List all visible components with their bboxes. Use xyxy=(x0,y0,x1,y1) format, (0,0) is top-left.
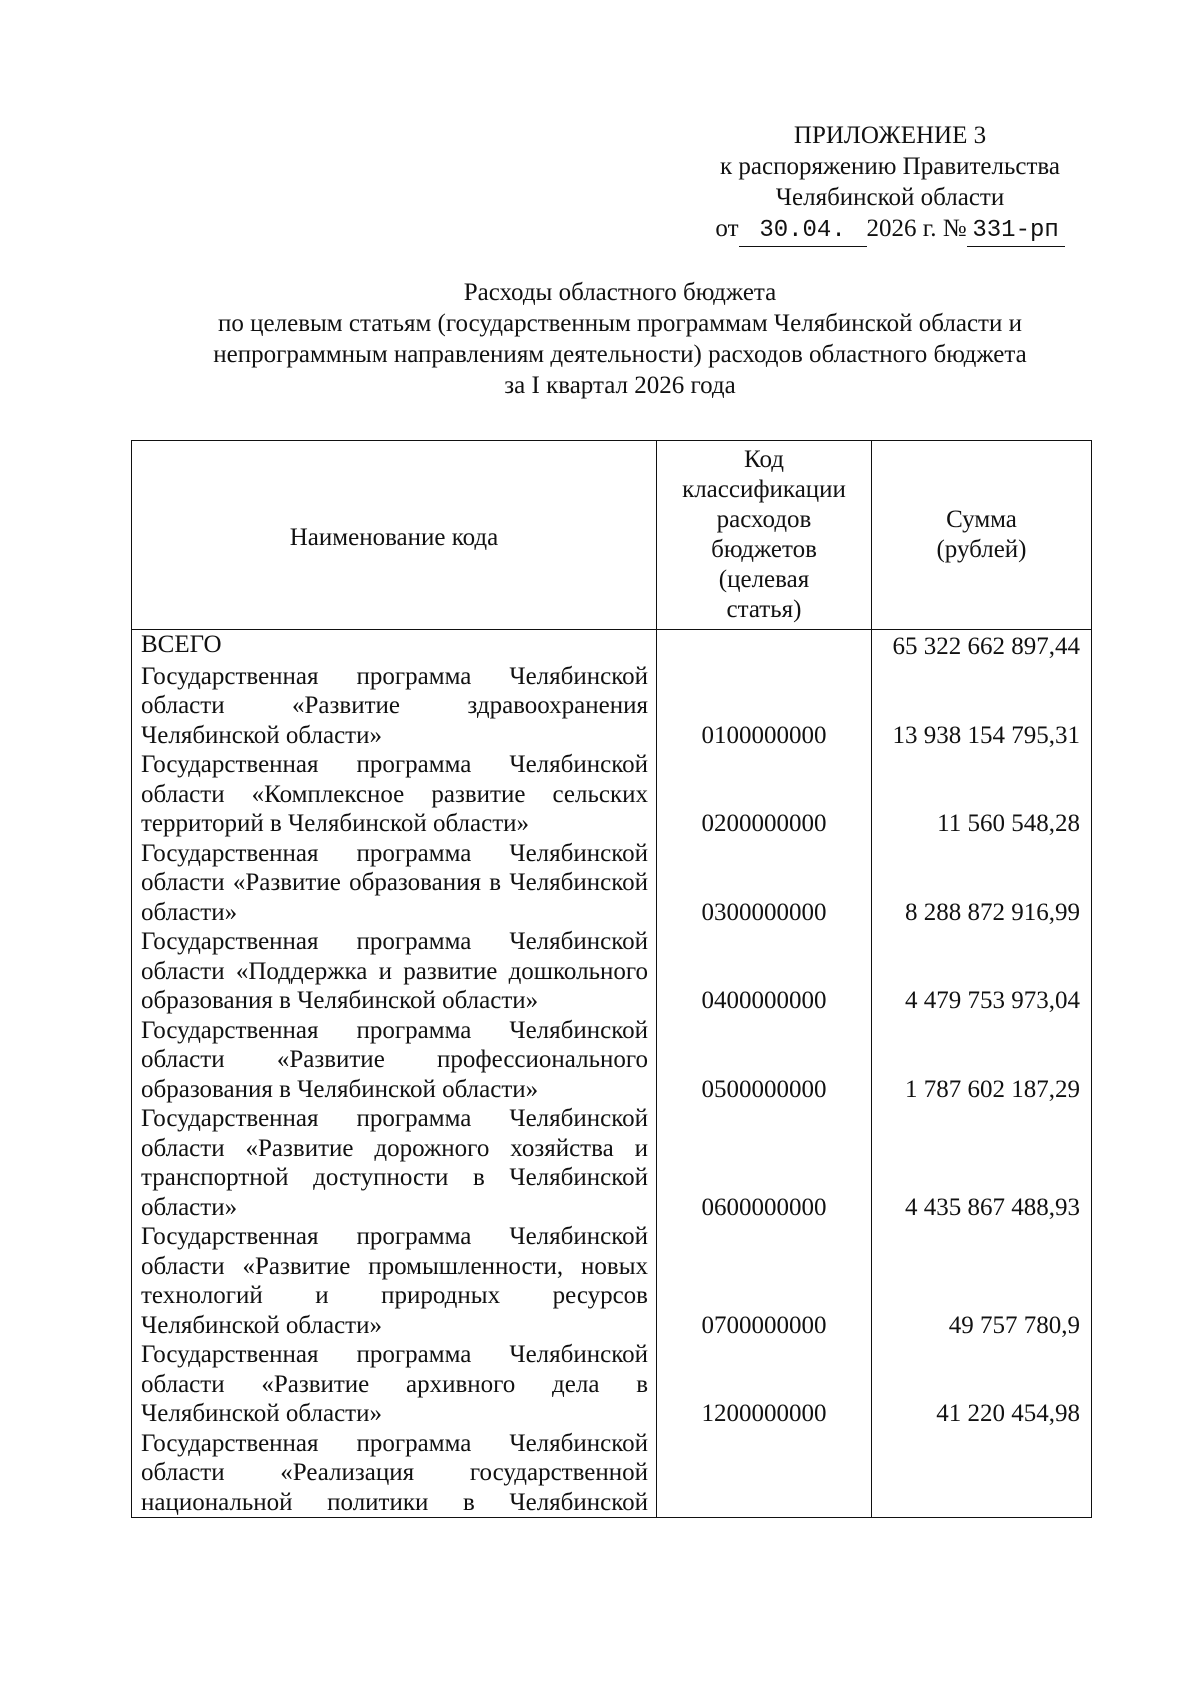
document-title-line-3: непрограммным направлениям деятельности) расходов областного бюджета xyxy=(213,341,1027,368)
document-title-line-4: за I квартал 2026 года xyxy=(504,372,736,399)
row-code xyxy=(657,1429,872,1518)
row-sum xyxy=(872,1429,1092,1518)
table-row xyxy=(132,1222,1092,1340)
row-code: 1200000000 xyxy=(657,1340,872,1429)
row-sum: 13 938 154 795,31 xyxy=(872,662,1092,751)
row-name: Государственная программа Челябинской области «Развитие образования в Челябинской области» xyxy=(132,839,657,928)
row-sum: 8 288 872 916,99 xyxy=(872,839,1092,928)
header-code-line: расходов xyxy=(716,506,812,533)
header-code-line: (целевая xyxy=(718,566,810,593)
row-sum: 11 560 548,28 xyxy=(872,750,1092,839)
table-row xyxy=(132,630,1092,662)
row-sum: 41 220 454,98 xyxy=(872,1340,1092,1429)
table-row xyxy=(132,1429,1092,1518)
number-value: 331-рп xyxy=(967,215,1065,247)
header-sum xyxy=(872,441,1092,630)
row-name: Государственная программа Челябинской области «Развитие промышленности, новых технологий и природных ресурсов Челябинской области» xyxy=(132,1222,657,1340)
table-row xyxy=(132,1340,1092,1429)
header-code-line: классификации xyxy=(682,476,846,503)
date-value: 30.04. xyxy=(739,215,867,247)
table-row xyxy=(132,662,1092,751)
table-row xyxy=(132,1016,1092,1105)
row-code: 0600000000 xyxy=(657,1104,872,1222)
row-code: 0700000000 xyxy=(657,1222,872,1340)
row-name: ВСЕГО xyxy=(132,630,657,662)
header-sum-line: (рублей) xyxy=(936,536,1027,563)
row-code: 0500000000 xyxy=(657,1016,872,1105)
row-code: 0400000000 xyxy=(657,927,872,1016)
row-sum: 1 787 602 187,29 xyxy=(872,1016,1092,1105)
row-sum: 49 757 780,9 xyxy=(872,1222,1092,1340)
appendix-date-line xyxy=(640,213,1140,247)
table-header-row xyxy=(132,441,1092,630)
row-code xyxy=(657,630,872,662)
expenses-table xyxy=(131,440,1092,1518)
appendix-header xyxy=(640,120,1140,247)
appendix-line-2: Челябинской области xyxy=(775,184,1005,211)
year-text: 2026 г. № xyxy=(866,215,967,242)
row-code: 0200000000 xyxy=(657,750,872,839)
row-name: Государственная программа Челябинской области «Развитие профессионального образования в Челябинской области» xyxy=(132,1016,657,1105)
header-code xyxy=(657,441,872,630)
header-name: Наименование кода xyxy=(132,441,657,630)
row-sum: 65 322 662 897,44 xyxy=(872,630,1092,662)
document-title-line-2: по целевым статьям (государственным программам Челябинской области и xyxy=(218,310,1022,337)
document-title xyxy=(150,277,1090,401)
row-code: 0100000000 xyxy=(657,662,872,751)
row-name: Государственная программа Челябинской области «Комплексное развитие сельских территорий в Челябинской области» xyxy=(132,750,657,839)
row-name: Государственная программа Челябинской области «Развитие здравоохранения Челябинской области» xyxy=(132,662,657,751)
appendix-line-1: к распоряжению Правительства xyxy=(719,153,1060,180)
date-prefix: от xyxy=(715,215,739,242)
table-row xyxy=(132,750,1092,839)
header-code-line: Код xyxy=(744,446,784,473)
table-row xyxy=(132,927,1092,1016)
header-sum-line: Сумма xyxy=(946,506,1017,533)
header-code-line: статья) xyxy=(726,596,802,623)
row-name: Государственная программа Челябинской области «Развитие дорожного хозяйства и транспортной доступности в Челябинской области» xyxy=(132,1104,657,1222)
appendix-title: ПРИЛОЖЕНИЕ 3 xyxy=(793,122,987,149)
table-row xyxy=(132,1104,1092,1222)
document-title-line-1: Расходы областного бюджета xyxy=(463,279,777,306)
row-code: 0300000000 xyxy=(657,839,872,928)
header-code-line: бюджетов xyxy=(711,536,817,563)
row-name: Государственная программа Челябинской области «Развитие архивного дела в Челябинской области» xyxy=(132,1340,657,1429)
table-row xyxy=(132,839,1092,928)
row-name: Государственная программа Челябинской области «Реализация государственной национальной политики в Челябинской xyxy=(132,1429,657,1518)
row-sum: 4 435 867 488,93 xyxy=(872,1104,1092,1222)
row-name: Государственная программа Челябинской области «Поддержка и развитие дошкольного образования в Челябинской области» xyxy=(132,927,657,1016)
row-sum: 4 479 753 973,04 xyxy=(872,927,1092,1016)
